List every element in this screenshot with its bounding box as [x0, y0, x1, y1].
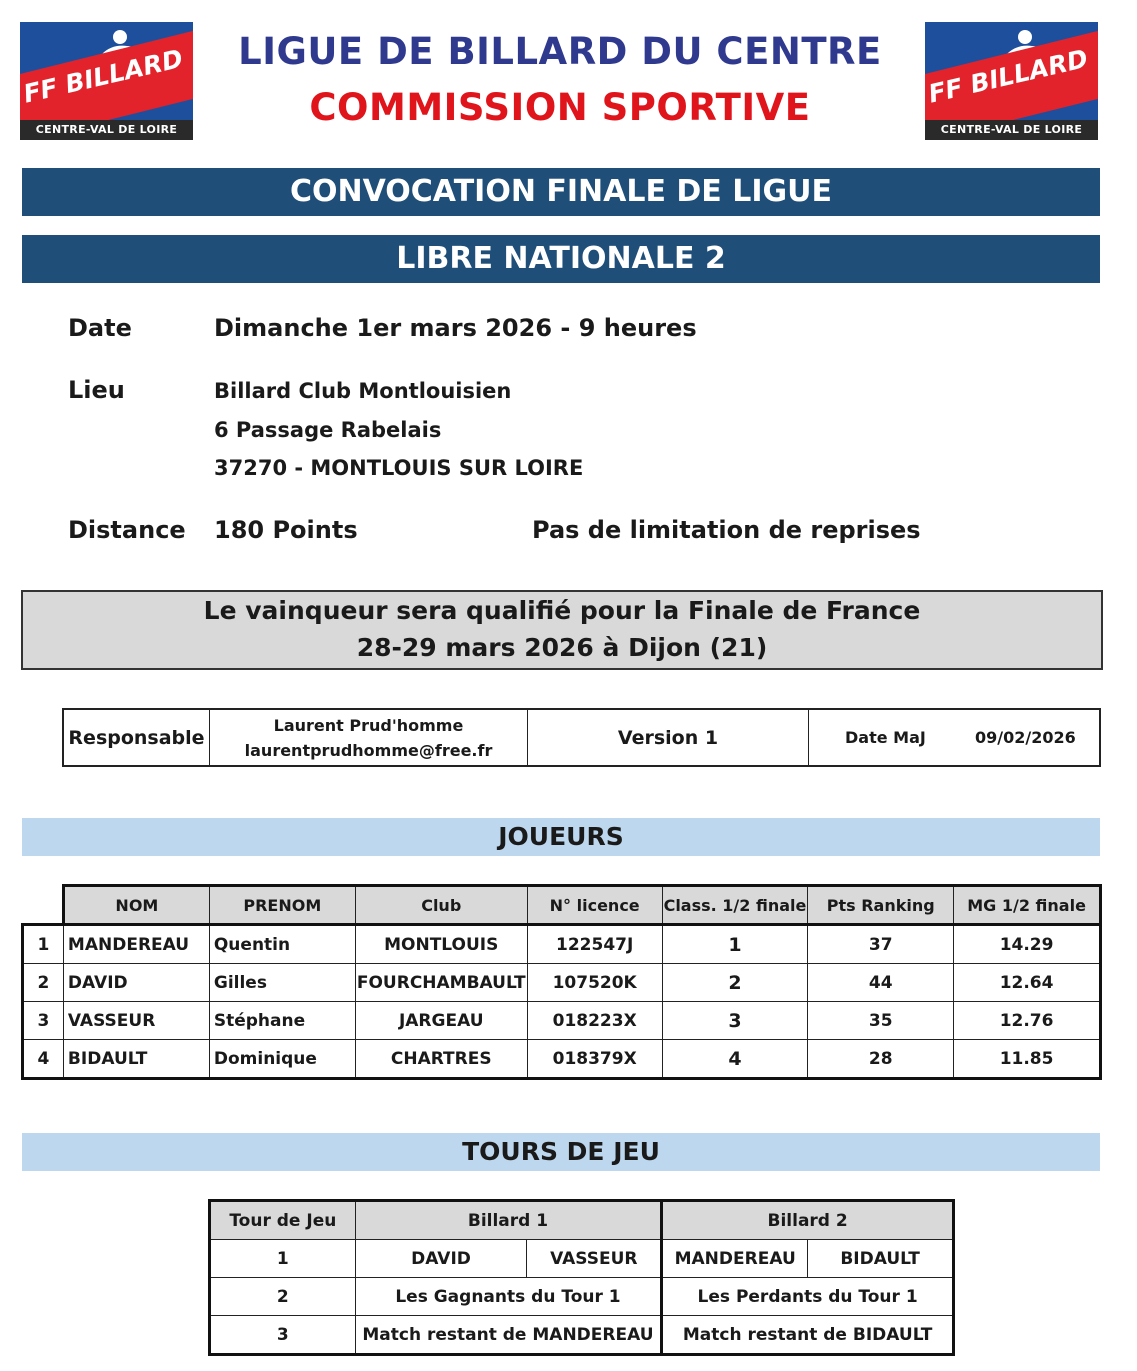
tours-table — [208, 1199, 955, 1356]
row-mg: 12.64 — [954, 964, 1101, 1002]
row-prenom: Quentin — [209, 925, 355, 964]
header-pts: Pts Ranking — [808, 886, 954, 925]
billard2-match: Match restant de BIDAULT — [662, 1316, 954, 1355]
row-pts: 35 — [808, 1002, 954, 1040]
date-value: Dimanche 1er mars 2026 - 9 heures — [214, 314, 697, 342]
table-row — [23, 1040, 1101, 1079]
players-header-row — [23, 886, 1101, 925]
league-title: LIGUE DE BILLARD DU CENTRE — [238, 30, 882, 73]
row-nom: VASSEUR — [63, 1002, 209, 1040]
row-rank: 4 — [23, 1040, 64, 1079]
row-rank: 1 — [23, 925, 64, 964]
players-table — [21, 884, 1102, 1080]
convocation-band: CONVOCATION FINALE DE LIGUE — [22, 168, 1100, 216]
distance-label: Distance — [68, 516, 186, 544]
version-cell: Version 1 — [528, 709, 809, 766]
date-maj-cell — [809, 709, 1101, 766]
row-licence: 018379X — [527, 1040, 662, 1079]
info-table — [62, 708, 1101, 767]
reprises-text: Pas de limitation de reprises — [532, 516, 921, 544]
header-class: Class. 1/2 finale — [662, 886, 808, 925]
row-nom: BIDAULT — [63, 1040, 209, 1079]
billard2-player1: MANDEREAU — [662, 1240, 808, 1278]
row-class: 3 — [662, 1002, 808, 1040]
row-rank: 2 — [23, 964, 64, 1002]
tours-header-row — [210, 1201, 954, 1240]
date-maj-value: 09/02/2026 — [975, 728, 1076, 747]
tour-number: 2 — [210, 1278, 356, 1316]
table-row — [23, 1002, 1101, 1040]
logo-region-text: CENTRE-VAL DE LOIRE — [925, 120, 1098, 140]
row-prenom: Gilles — [209, 964, 355, 1002]
qualification-box — [21, 590, 1103, 670]
commission-title: COMMISSION SPORTIVE — [309, 86, 811, 129]
logo-brand-text: FF BILLARD — [925, 43, 1091, 109]
billard1-match: Les Gagnants du Tour 1 — [355, 1278, 662, 1316]
logo-region-text: CENTRE-VAL DE LOIRE — [20, 120, 193, 140]
row-class: 2 — [662, 964, 808, 1002]
date-maj-label: Date MaJ — [845, 728, 926, 747]
ffbillard-logo-right — [925, 22, 1098, 140]
tours-section-header: TOURS DE JEU — [22, 1133, 1100, 1171]
table-row — [210, 1316, 954, 1355]
lieu-label: Lieu — [68, 376, 125, 404]
date-label: Date — [68, 314, 132, 342]
header-tour: Tour de Jeu — [210, 1201, 356, 1240]
billard1-match: Match restant de MANDEREAU — [355, 1316, 662, 1355]
responsable-cell — [210, 709, 528, 766]
row-licence: 107520K — [527, 964, 662, 1002]
ffbillard-logo-left — [20, 22, 193, 140]
responsable-email: laurentprudhomme@free.fr — [244, 740, 493, 760]
qualification-line1: Le vainqueur sera qualifié pour la Finale de France — [203, 596, 921, 625]
row-club: CHARTRES — [355, 1040, 527, 1079]
row-class: 4 — [662, 1040, 808, 1079]
row-club: FOURCHAMBAULT — [355, 964, 527, 1002]
header-nom: NOM — [63, 886, 209, 925]
table-row — [210, 1278, 954, 1316]
logo-brand-text: FF BILLARD — [20, 43, 186, 109]
row-pts: 37 — [808, 925, 954, 964]
lieu-line2: 6 Passage Rabelais — [214, 418, 442, 442]
players-section-header: JOUEURS — [22, 818, 1100, 856]
row-prenom: Dominique — [209, 1040, 355, 1079]
row-nom: MANDEREAU — [63, 925, 209, 964]
row-mg: 14.29 — [954, 925, 1101, 964]
row-club: MONTLOUIS — [355, 925, 527, 964]
billard2-match: Les Perdants du Tour 1 — [662, 1278, 954, 1316]
distance-value: 180 Points — [214, 516, 358, 544]
header-billard1: Billard 1 — [355, 1201, 662, 1240]
responsable-name: Laurent Prud'homme — [273, 715, 464, 735]
header-prenom: PRENOM — [209, 886, 355, 925]
lieu-line1: Billard Club Montlouisien — [214, 379, 512, 403]
row-club: JARGEAU — [355, 1002, 527, 1040]
blank-corner — [23, 886, 64, 925]
billard1-player2: VASSEUR — [527, 1240, 662, 1278]
table-row — [23, 964, 1101, 1002]
row-rank: 3 — [23, 1002, 64, 1040]
category-band: LIBRE NATIONALE 2 — [22, 235, 1100, 283]
tour-number: 1 — [210, 1240, 356, 1278]
billard1-player1: DAVID — [355, 1240, 527, 1278]
header-club: Club — [355, 886, 527, 925]
row-pts: 28 — [808, 1040, 954, 1079]
row-licence: 018223X — [527, 1002, 662, 1040]
billard2-player2: BIDAULT — [808, 1240, 954, 1278]
tour-number: 3 — [210, 1316, 356, 1355]
table-row — [210, 1240, 954, 1278]
row-pts: 44 — [808, 964, 954, 1002]
row-mg: 12.76 — [954, 1002, 1101, 1040]
qualification-line2: 28-29 mars 2026 à Dijon (21) — [356, 633, 768, 662]
header-billard2: Billard 2 — [662, 1201, 954, 1240]
header-mg: MG 1/2 finale — [954, 886, 1101, 925]
header-licence: N° licence — [527, 886, 662, 925]
row-licence: 122547J — [527, 925, 662, 964]
table-row — [23, 925, 1101, 964]
lieu-line3: 37270 - MONTLOUIS SUR LOIRE — [214, 456, 584, 480]
row-nom: DAVID — [63, 964, 209, 1002]
row-mg: 11.85 — [954, 1040, 1101, 1079]
responsable-label: Responsable — [63, 709, 210, 766]
row-prenom: Stéphane — [209, 1002, 355, 1040]
row-class: 1 — [662, 925, 808, 964]
